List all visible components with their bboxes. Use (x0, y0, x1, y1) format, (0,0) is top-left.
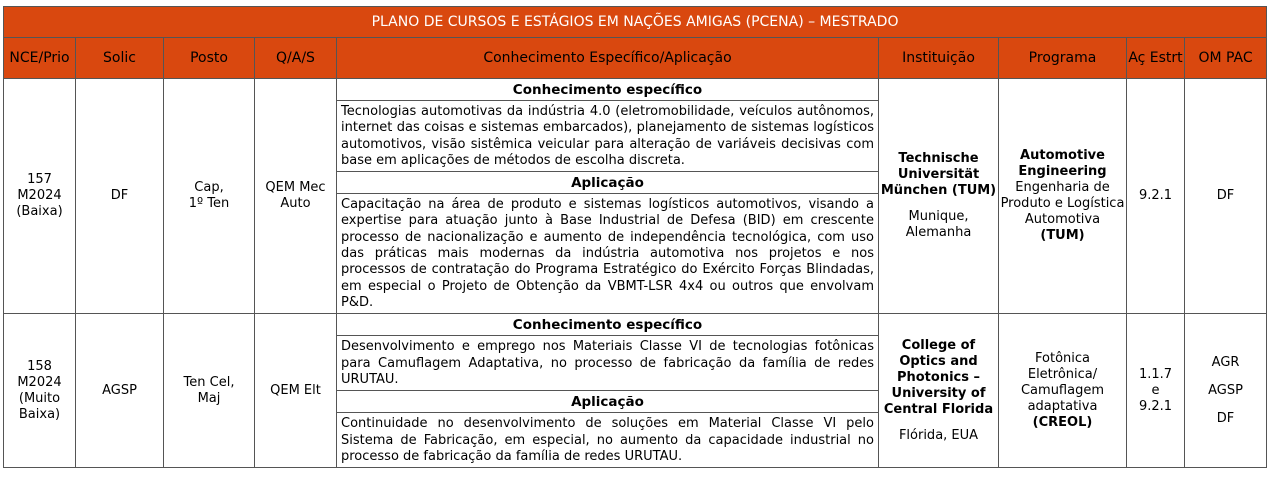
header-nce: NCE/Prio (4, 38, 76, 79)
table-row (4, 79, 1267, 101)
header-solic: Solic (76, 38, 164, 79)
aplicacao-label: Aplicação (337, 172, 879, 194)
conhecimento-label: Conhecimento específico (337, 314, 879, 336)
programa-title: Automotive Engineering (1018, 148, 1107, 180)
nce-cell: 158 M2024 (Muito Baixa) (4, 314, 76, 468)
header-posto: Posto (164, 38, 255, 79)
programa-cell (999, 314, 1127, 468)
posto-cell: Cap, 1º Ten (164, 79, 255, 314)
aplicacao-text: Continuidade no desenvolvimento de soluções em Material Classe VI pelo Sistema de Fabricação, em especial, no aumento da capacidade industrial no processo de fabricação da família de redes URUTAU. (337, 413, 879, 468)
table-title: PLANO DE CURSOS E ESTÁGIOS EM NAÇÕES AMIGAS (PCENA) – MESTRADO (4, 7, 1267, 38)
programa-desc: Fotônica Eletrônica/ Camuflagem adaptativa (1020, 350, 1104, 414)
posto-cell: Ten Cel, Maj (164, 314, 255, 468)
solic-cell: DF (76, 79, 164, 314)
om-pac-cell: AGR AGSP DF (1185, 314, 1267, 468)
conhecimento-text: Tecnologias automotivas da indústria 4.0 (eletromobilidade, veículos autônomos, internet das coisas e sistemas embarcados), planejamento de sistemas logísticos automotivos, visão sistêmica veicular para alteração de variáveis decisivas com base em aplicações de métodos de escolha discreta. (337, 101, 879, 172)
programa-cell (999, 79, 1127, 314)
header-om-pac: OM PAC (1185, 38, 1267, 79)
programa-acronym: (CREOL) (1032, 414, 1093, 430)
instituicao-location: Flórida, EUA (898, 427, 979, 443)
programa-desc: Engenharia de Produto e Logística Automotiva (1000, 180, 1125, 228)
om-pac-cell: DF (1185, 79, 1267, 314)
header-qas: Q/A/S (255, 38, 337, 79)
aplicacao-label: Aplicação (337, 391, 879, 413)
header-ac-estrt: Aç Estrt (1127, 38, 1185, 79)
conhecimento-label: Conhecimento específico (337, 79, 879, 101)
instituicao-cell (879, 79, 999, 314)
header-row (4, 38, 1267, 79)
instituicao-location: Munique, Alemanha (905, 209, 972, 241)
instituicao-name: College of Optics and Photonics – University of Central Florida (883, 337, 994, 417)
table-row (4, 314, 1267, 336)
qas-cell: QEM Mec Auto (255, 79, 337, 314)
header-conhecimento: Conhecimento Específico/Aplicação (337, 38, 879, 79)
programa-acronym: (TUM) (1040, 228, 1085, 244)
aplicacao-text: Capacitação na área de produto e sistemas logísticos automotivos, visando a expertise para atuação junto à Base Industrial de Defesa (BID) em crescente processo de nacionalização e aumento de independência tecnológica, com uso das práticas mais modernas da indústria automotiva nos projetos e nos processos de contratação do Programa Estratégico do Exército Forças Blindadas, em especial o Projeto de Obtenção da VBMT-LSR 4x4 ou outros que envolvam P&D. (337, 194, 879, 314)
header-programa: Programa (999, 38, 1127, 79)
pcena-table (3, 6, 1267, 468)
conhecimento-text: Desenvolvimento e emprego nos Materiais Classe VI de tecnologias fotônicas para Camuflagem Adaptativa, no processo de fabricação da família de redes URUTAU. (337, 336, 879, 391)
instituicao-name: Technische Universität München (TUM) (880, 151, 997, 199)
ac-estrt-cell: 1.1.7 e 9.2.1 (1127, 314, 1185, 468)
instituicao-cell (879, 314, 999, 468)
nce-cell: 157 M2024 (Baixa) (4, 79, 76, 314)
ac-estrt-cell: 9.2.1 (1127, 79, 1185, 314)
qas-cell: QEM Elt (255, 314, 337, 468)
solic-cell: AGSP (76, 314, 164, 468)
header-instituicao: Instituição (879, 38, 999, 79)
